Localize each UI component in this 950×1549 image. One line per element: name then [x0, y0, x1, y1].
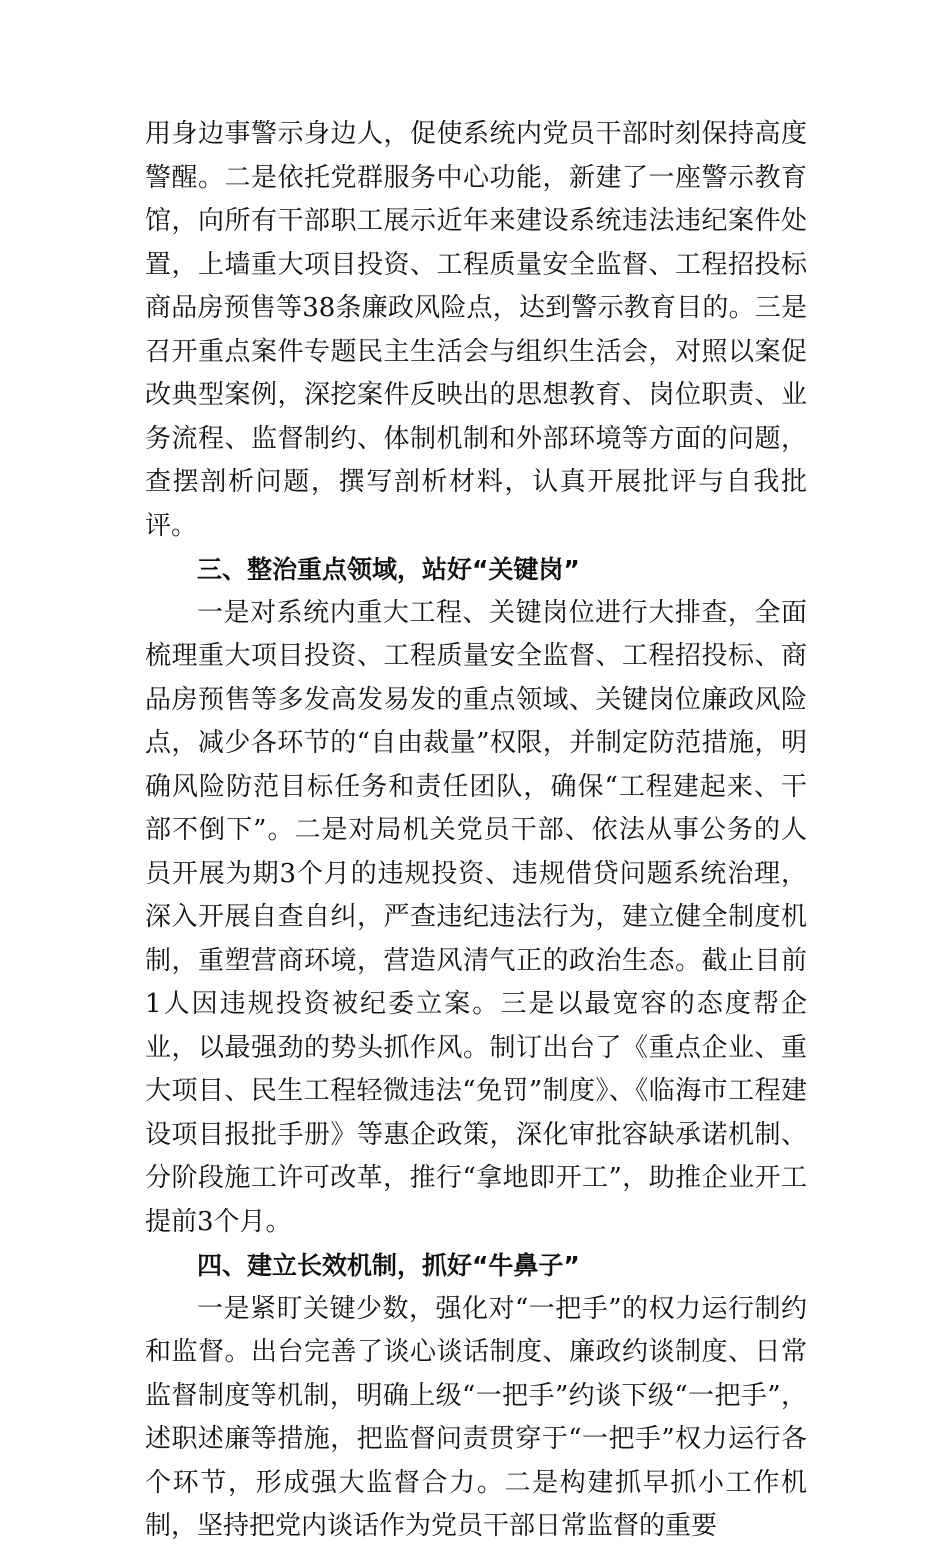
section-heading-4: 四、建立长效机制，抓好“牛鼻子” — [197, 1251, 580, 1280]
section-heading-3: 三、整治重点领域，站好“关键岗” — [197, 555, 580, 584]
paragraph-warning-education: 用身边事警示身边人，促使系统内党员干部时刻保持高度警醒。二是依托党群服务中心功能，新建了一座警示教育馆，向所有干部职工展示近年来建设系统违法违纪案件处置，上墙重大项目投资、工程质量安全监督、工程招投标商品房预售等38条廉政风险点，达到警示教育目的。三是召开重点案件专题民主生活会与组织生活会，对照以案促改典型案例，深挖案件反映出的思想教育、岗位职责、业务流程、监督制约、体制机制和外部环境等方面的问题，查摆剖析问题，撰写剖析材料，认真开展批评与自我批评。 — [145, 119, 807, 541]
paragraph-key-areas: 一是对系统内重大工程、关键岗位进行大排查，全面梳理重大项目投资、工程质量安全监督、工程招投标、商品房预售等多发高发易发的重点领域、关键岗位廉政风险点，减少各环节的“自由裁量”权限，并制定防范措施，明确风险防范目标任务和责任团队，确保“工程建起来、干部不倒下”。二是对局机关党员干部、依法从事公务的人员开展为期3个月的违规投资、违规借贷问题系统治理，深入开展自查自纠，严查违纪违法行为，建立健全制度机制，重塑营商环境，营造风清气正的政治生态。截止目前1人因违规投资被纪委立案。三是以最宽容的态度帮企业，以最强劲的势头抓作风。制订出台了《重点企业、重大项目、民生工程轻微违法“免罚”制度》、《临海市工程建设项目报批手册》等惠企政策，深化审批容缺承诺机制、分阶段施工许可改革，推行“拿地即开工”，助推企业开工提前3个月。 — [145, 597, 807, 1237]
paragraph-long-term-mechanism: 一是紧盯关键少数，强化对“一把手”的权力运行制约和监督。出台完善了谈心谈话制度、廉政约谈制度、日常监督制度等机制，明确上级“一把手”约谈下级“一把手”，述职述廉等措施，把监督问责贯穿于“一把手”权力运行各个环节，形成强大监督合力。二是构建抓早抓小工作机制，坚持把党内谈话作为党员干部日常监督的重要 — [145, 1293, 807, 1541]
document-body — [145, 113, 807, 1549]
